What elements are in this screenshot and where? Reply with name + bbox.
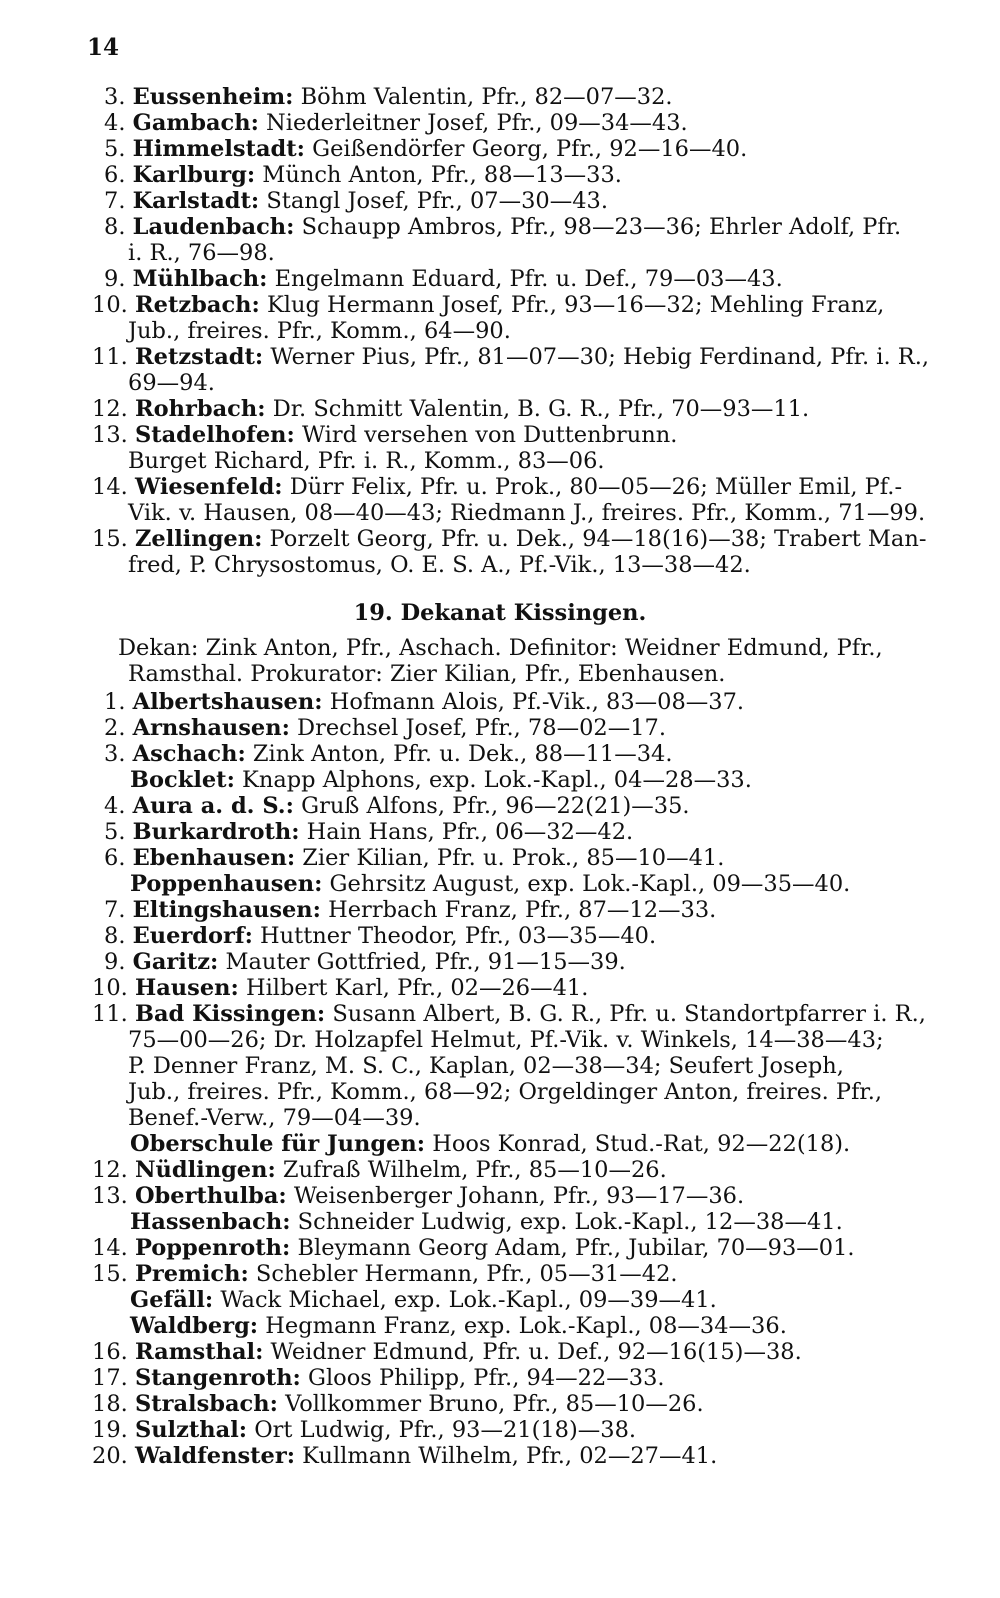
item-number: 16. xyxy=(92,1339,128,1365)
entry-text: Zier Kilian, Pfr. u. Prok., 85—10—41. xyxy=(295,845,725,871)
list-item xyxy=(130,1287,717,1313)
place-name: Hassenbach: xyxy=(130,1209,291,1235)
list-item xyxy=(104,897,716,923)
item-number: 12. xyxy=(92,396,128,422)
entry-text: Vollkommer Bruno, Pfr., 85—10—26. xyxy=(277,1391,704,1417)
entry-text: Hain Hans, Pfr., 06—32—42. xyxy=(299,819,634,845)
item-number: 11. xyxy=(92,1001,128,1027)
entry-text: Jub., freires. Pfr., Komm., 64—90. xyxy=(128,318,511,344)
list-item xyxy=(92,1261,678,1287)
list-item xyxy=(92,1235,855,1261)
entry-text: Schebler Hermann, Pfr., 05—31—42. xyxy=(248,1261,678,1287)
list-item xyxy=(128,1105,421,1131)
list-item xyxy=(92,1417,636,1443)
item-number: 10. xyxy=(92,975,128,1001)
entry-text: Gruß Alfons, Pfr., 96—22(21)—35. xyxy=(293,793,690,819)
item-number: 2. xyxy=(104,715,126,741)
item-number: 14. xyxy=(92,1235,128,1261)
entry-text: Klug Hermann Josef, Pfr., 93—16—32; Mehling Franz, xyxy=(259,292,885,318)
place-name: Bocklet: xyxy=(130,767,235,793)
list-item xyxy=(104,819,633,845)
list-item xyxy=(104,689,744,715)
entry-text: Wack Michael, exp. Lok.-Kapl., 09—39—41. xyxy=(213,1287,717,1313)
entry-text: Niederleitner Josef, Pfr., 09—34—43. xyxy=(258,110,688,136)
entry-text: Hilbert Karl, Pfr., 02—26—41. xyxy=(238,975,589,1001)
entry-text: Gloos Philipp, Pfr., 94—22—33. xyxy=(300,1365,665,1391)
place-name: Stangenroth: xyxy=(134,1365,301,1391)
place-name: Himmelstadt: xyxy=(132,136,305,162)
place-name: Stralsbach: xyxy=(134,1391,278,1417)
entry-text: Weidner Edmund, Pfr. u. Def., 92—16(15)—38. xyxy=(263,1339,802,1365)
list-item xyxy=(104,162,622,188)
place-name: Laudenbach: xyxy=(132,214,295,240)
item-number: 20. xyxy=(92,1443,128,1469)
item-number: 7. xyxy=(104,188,126,214)
item-number: 19. xyxy=(92,1417,128,1443)
place-name: Sulzthal: xyxy=(134,1417,248,1443)
item-number: 3. xyxy=(104,741,126,767)
place-name: Poppenroth: xyxy=(134,1235,291,1261)
place-name: Waldfenster: xyxy=(134,1443,296,1469)
place-name: Zellingen: xyxy=(134,526,263,552)
place-name: Bad Kissingen: xyxy=(134,1001,326,1027)
place-name: Garitz: xyxy=(132,949,219,975)
place-name: Oberthulba: xyxy=(134,1183,287,1209)
place-name: Poppenhausen: xyxy=(130,871,323,897)
item-number: 9. xyxy=(104,949,126,975)
place-name: Stadelhofen: xyxy=(134,422,295,448)
entry-text: Werner Pius, Pfr., 81—07—30; Hebig Ferdinand, Pfr. i. R., xyxy=(263,344,930,370)
list-item xyxy=(104,741,673,767)
entry-text: i. R., 76—98. xyxy=(128,240,275,266)
page-number: 14 xyxy=(87,34,120,61)
entry-text: Jub., freires. Pfr., Komm., 68—92; Orgeldinger Anton, freires. Pfr., xyxy=(128,1079,882,1105)
list-item xyxy=(92,396,809,422)
list-item xyxy=(128,448,605,474)
list-item xyxy=(92,344,929,370)
list-item xyxy=(92,292,884,318)
list-item xyxy=(104,715,666,741)
entry-text: Burget Richard, Pfr. i. R., Komm., 83—06. xyxy=(128,448,605,474)
item-number: 14. xyxy=(92,474,128,500)
place-name: Mühlbach: xyxy=(132,266,268,292)
entry-text: Susann Albert, B. G. R., Pfr. u. Standortpfarrer i. R., xyxy=(325,1001,926,1027)
list-item xyxy=(92,474,902,500)
entry-text: Dr. Schmitt Valentin, B. G. R., Pfr., 70—93—11. xyxy=(265,396,810,422)
entry-text: Vik. v. Hausen, 08—40—43; Riedmann J., freires. Pfr., Komm., 71—99. xyxy=(128,500,926,526)
list-item xyxy=(130,1209,843,1235)
place-name: Karlburg: xyxy=(132,162,256,188)
entry-text: Ort Ludwig, Pfr., 93—21(18)—38. xyxy=(247,1417,637,1443)
place-name: Rohrbach: xyxy=(134,396,266,422)
list-item xyxy=(128,1053,844,1079)
entry-text: Huttner Theodor, Pfr., 03—35—40. xyxy=(252,923,657,949)
list-item xyxy=(128,240,275,266)
item-number: 18. xyxy=(92,1391,128,1417)
list-item xyxy=(92,422,677,448)
entry-text: Bleymann Georg Adam, Pfr., Jubilar, 70—93—01. xyxy=(290,1235,855,1261)
entry-text: Zink Anton, Pfr. u. Dek., 88—11—34. xyxy=(245,741,673,767)
entry-text: Weisenberger Johann, Pfr., 93—17—36. xyxy=(286,1183,745,1209)
list-item xyxy=(92,1001,926,1027)
place-name: Aschach: xyxy=(132,741,246,767)
list-item xyxy=(104,110,688,136)
list-item xyxy=(92,975,588,1001)
place-name: Hausen: xyxy=(134,975,239,1001)
list-item xyxy=(104,266,783,292)
list-item xyxy=(92,1339,802,1365)
item-number: 11. xyxy=(92,344,128,370)
place-name: Burkardroth: xyxy=(132,819,300,845)
place-name: Eussenheim: xyxy=(132,84,294,110)
entry-text: Herrbach Franz, Pfr., 87—12—33. xyxy=(320,897,717,923)
place-name: Gambach: xyxy=(132,110,259,136)
entry-text: Hoos Konrad, Stud.-Rat, 92—22(18). xyxy=(425,1131,851,1157)
item-number: 5. xyxy=(104,819,126,845)
entry-text: Münch Anton, Pfr., 88—13—33. xyxy=(255,162,622,188)
item-number: 3. xyxy=(104,84,126,110)
entry-text: Knapp Alphons, exp. Lok.-Kapl., 04—28—33. xyxy=(234,767,752,793)
place-name: Karlstadt: xyxy=(132,188,260,214)
item-number: 9. xyxy=(104,266,126,292)
list-item xyxy=(92,1365,665,1391)
place-name: Oberschule für Jungen: xyxy=(130,1131,426,1157)
entry-text: 75—00—26; Dr. Holzapfel Helmut, Pf.-Vik. v. Winkels, 14—38—43; xyxy=(128,1027,884,1053)
place-name: Retzstadt: xyxy=(134,344,264,370)
place-name: Premich: xyxy=(134,1261,249,1287)
list-item xyxy=(128,1027,884,1053)
list-item xyxy=(128,370,215,396)
list-item xyxy=(128,552,751,578)
item-number: 8. xyxy=(104,923,126,949)
section-title: 19. Dekanat Kissingen. xyxy=(353,600,647,626)
entry-text: Schneider Ludwig, exp. Lok.-Kapl., 12—38—41. xyxy=(290,1209,843,1235)
entry-text: Schaupp Ambros, Pfr., 98—23—36; Ehrler Adolf, Pfr. xyxy=(294,214,902,240)
place-name: Ramsthal: xyxy=(134,1339,264,1365)
item-number: 4. xyxy=(104,793,126,819)
item-number: 6. xyxy=(104,162,126,188)
entry-text: Böhm Valentin, Pfr., 82—07—32. xyxy=(293,84,673,110)
list-item xyxy=(104,949,626,975)
place-name: Retzbach: xyxy=(134,292,260,318)
section-intro-line-1: Dekan: Zink Anton, Pfr., Aschach. Definitor: Weidner Edmund, Pfr., xyxy=(118,635,883,661)
entry-text: Hegmann Franz, exp. Lok.-Kapl., 08—34—36. xyxy=(258,1313,787,1339)
item-number: 5. xyxy=(104,136,126,162)
entry-text: Zufraß Wilhelm, Pfr., 85—10—26. xyxy=(275,1157,667,1183)
entry-text: fred, P. Chrysostomus, O. E. S. A., Pf.-Vik., 13—38—42. xyxy=(128,552,751,578)
list-item xyxy=(128,500,925,526)
entry-text: Gehrsitz August, exp. Lok.-Kapl., 09—35—40. xyxy=(322,871,851,897)
item-number: 8. xyxy=(104,214,126,240)
item-number: 17. xyxy=(92,1365,128,1391)
item-number: 4. xyxy=(104,110,126,136)
list-item xyxy=(92,1183,744,1209)
section-intro-line-2: Ramsthal. Prokurator: Zier Kilian, Pfr., Ebenhausen. xyxy=(128,661,726,687)
list-item xyxy=(104,923,656,949)
place-name: Albertshausen: xyxy=(132,689,323,715)
list-item xyxy=(104,845,724,871)
place-name: Eltingshausen: xyxy=(132,897,321,923)
entry-text: Wird versehen von Duttenbrunn. xyxy=(294,422,678,448)
entry-text: P. Denner Franz, M. S. C., Kaplan, 02—38—34; Seufert Joseph, xyxy=(128,1053,844,1079)
place-name: Arnshausen: xyxy=(132,715,290,741)
list-item xyxy=(130,1313,787,1339)
entry-text: 69—94. xyxy=(128,370,215,396)
list-item xyxy=(92,1443,717,1469)
list-item xyxy=(130,871,850,897)
entry-text: Porzelt Georg, Pfr. u. Dek., 94—18(16)—38; Trabert Man- xyxy=(262,526,927,552)
entry-text: Stangl Josef, Pfr., 07—30—43. xyxy=(259,188,609,214)
list-item xyxy=(92,1157,667,1183)
list-item xyxy=(104,793,690,819)
place-name: Aura a. d. S.: xyxy=(132,793,294,819)
entry-text: Kullmann Wilhelm, Pfr., 02—27—41. xyxy=(295,1443,718,1469)
entry-text: Dürr Felix, Pfr. u. Prok., 80—05—26; Müller Emil, Pf.- xyxy=(282,474,903,500)
item-number: 15. xyxy=(92,1261,128,1287)
item-number: 7. xyxy=(104,897,126,923)
place-name: Nüdlingen: xyxy=(134,1157,276,1183)
entry-text: Geißendörfer Georg, Pfr., 92—16—40. xyxy=(304,136,748,162)
item-number: 6. xyxy=(104,845,126,871)
list-item xyxy=(104,84,673,110)
place-name: Waldberg: xyxy=(130,1313,259,1339)
item-number: 10. xyxy=(92,292,128,318)
entry-text: Benef.-Verw., 79—04—39. xyxy=(128,1105,421,1131)
list-item xyxy=(92,1391,704,1417)
list-item xyxy=(104,136,747,162)
list-item xyxy=(128,1079,882,1105)
place-name: Ebenhausen: xyxy=(132,845,296,871)
place-name: Gefäll: xyxy=(130,1287,214,1313)
entry-text: Mauter Gottfried, Pfr., 91—15—39. xyxy=(218,949,626,975)
list-item xyxy=(104,214,901,240)
list-item xyxy=(128,318,511,344)
entry-text: Hofmann Alois, Pf.-Vik., 83—08—37. xyxy=(322,689,745,715)
place-name: Wiesenfeld: xyxy=(134,474,283,500)
list-item xyxy=(130,1131,850,1157)
item-number: 1. xyxy=(104,689,126,715)
list-item xyxy=(104,188,608,214)
entry-text: Drechsel Josef, Pfr., 78—02—17. xyxy=(289,715,666,741)
item-number: 13. xyxy=(92,422,128,448)
list-item xyxy=(130,767,752,793)
list-item xyxy=(92,526,926,552)
item-number: 12. xyxy=(92,1157,128,1183)
item-number: 13. xyxy=(92,1183,128,1209)
item-number: 15. xyxy=(92,526,128,552)
entry-text: Engelmann Eduard, Pfr. u. Def., 79—03—43. xyxy=(267,266,783,292)
place-name: Euerdorf: xyxy=(132,923,253,949)
